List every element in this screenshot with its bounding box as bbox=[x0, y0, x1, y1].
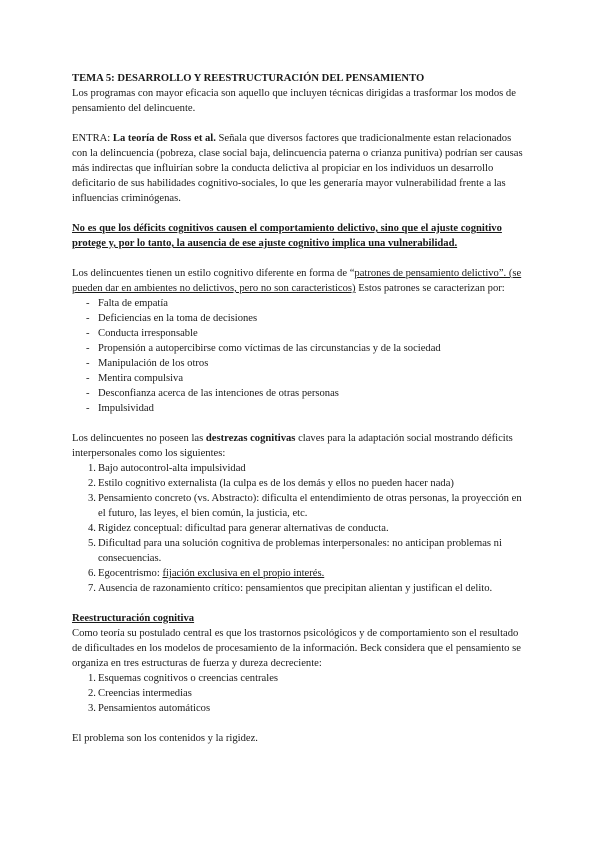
skills-bold: destrezas cognitivas bbox=[205, 433, 296, 444]
beck-structures-list bbox=[72, 671, 524, 716]
key-statement: No es que los déficits cognitivos causen el comportamiento delictivo, sino que el ajuste cognitivo protege y, por lo tanto, la ausencia de ese ajuste cognitivo implica una vulnerabilidad. bbox=[72, 223, 502, 249]
skills-list bbox=[72, 461, 524, 596]
entra-paragraph bbox=[72, 131, 524, 206]
entra-prefix: ENTRA: bbox=[72, 133, 113, 144]
list-item: 1. Bajo autocontrol-alta impulsividad bbox=[88, 463, 246, 474]
list-item: - Manipulación de los otros bbox=[72, 356, 524, 371]
list-item: 6. Egocentrismo: fijación exclusiva en el propio interés. bbox=[88, 568, 325, 579]
list-item: - Deficiencias en la toma de decisiones bbox=[72, 311, 524, 326]
style-underlined: patrones de pensamiento delictivo”. (se pueden dar en ambientes no delictivos, pero no son caracteristicos) bbox=[72, 268, 522, 294]
entra-text: Señala que diversos factores que tradicionalmente estan relacionados con la delincuencia (pobreza, clase social baja, delincuencia paterna o crianza punitiva) podrían ser causas más indirectas que influirían sobre la conducta delictiva al propiciar en los individuos un desarrollo deficitario de sus habilidades cognitivo-sociales, lo que les generaría mayor vulnerabilidad frente a las influencias criminógenas. bbox=[72, 133, 523, 204]
list-item: - Impulsividad bbox=[72, 401, 524, 416]
list-item: 1. Esquemas cognitivos o creencias centrales bbox=[88, 673, 279, 684]
list-item: 7. Ausencia de razonamiento crítico: pensamientos que precipitan alientan y justifican el delito. bbox=[88, 583, 493, 594]
restructuring-heading: Reestructuración cognitiva bbox=[72, 613, 195, 624]
cognitive-style-paragraph bbox=[72, 266, 524, 296]
list-item: 4. Rigidez conceptual: dificultad para generar alternativas de conducta. bbox=[88, 523, 389, 534]
patterns-list bbox=[72, 296, 524, 416]
document-title: TEMA 5: DESARROLLO Y REESTRUCTURACIÓN DEL PENSAMIENTO bbox=[72, 73, 425, 84]
intro-paragraph: Los programas con mayor eficacia son aquello que incluyen técnicas dirigidas a trasformar los modos de pensamiento del delincuente. bbox=[72, 88, 516, 114]
list-item: - Desconfianza acerca de las intenciones de otras personas bbox=[72, 386, 524, 401]
skills-post: claves para la adaptación social mostrando déficits interpersonales como los siguientes: bbox=[72, 433, 513, 459]
list-item: 2. Estilo cognitivo externalista (la culpa es de los demás y ellos no pueden hacer nada) bbox=[88, 478, 454, 489]
skills-pre: Los delincuentes no poseen las bbox=[72, 433, 206, 444]
list-item: 5. Dificultad para una solución cognitiva de problemas interpersonales: no anticipan problemas ni consecuencias. bbox=[88, 538, 502, 564]
list-item: - Mentira compulsiva bbox=[72, 371, 524, 386]
skills-paragraph bbox=[72, 431, 524, 461]
list-item: - Falta de empatía bbox=[72, 296, 524, 311]
list-item: 3. Pensamiento concreto (vs. Abstracto): dificulta el entendimiento de otras personas, la proyección en el futuro, las leyes, el bien común, la justicia, etc. bbox=[88, 493, 522, 519]
style-post: Estos patrones se caracterizan por: bbox=[355, 283, 505, 294]
closing-paragraph: El problema son los contenidos y la rigidez. bbox=[72, 733, 258, 744]
style-pre: Los delincuentes tienen un estilo cognitivo diferente en forma de “ bbox=[72, 268, 355, 279]
list-item: - Propensión a autopercibirse como víctimas de las circunstancias y de la sociedad bbox=[72, 341, 524, 356]
list-item: 3. Pensamientos automáticos bbox=[88, 703, 211, 714]
list-item: 2. Creencias intermedias bbox=[88, 688, 192, 699]
list-item: - Conducta irresponsable bbox=[72, 326, 524, 341]
ross-theory-label: La teoría de Ross et al. bbox=[112, 133, 216, 144]
restructuring-paragraph: Como teoría su postulado central es que los trastornos psicológicos y de comportamiento son el resultado de dificultades en los modelos de procesamiento de la información. Beck considera que el pensamiento se organiza en tres estructuras de fuerza y dureza decreciente: bbox=[72, 628, 521, 669]
